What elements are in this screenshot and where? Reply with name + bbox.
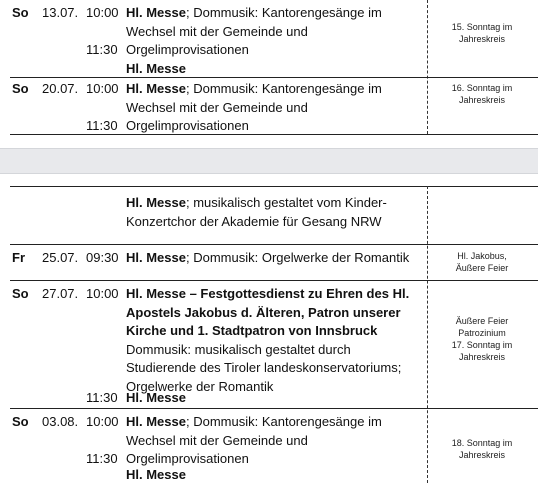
event-day: Fr [12,250,25,265]
liturgical-note-line: 16. Sonntag im [451,83,513,93]
event-time: 10:00 [86,81,119,96]
liturgical-note-line: Patrozinium [458,328,506,338]
event-title: Hl. Messe [126,467,186,482]
event-date: 13.07. [42,5,79,20]
event-time: 11:30 [86,42,118,57]
event-title: Hl. Messe [126,60,186,76]
event-music: ; Dommusik: Kantorengesänge im [185,81,382,96]
event-time: 11:30 [86,390,118,405]
liturgical-note-line: Jahreskreis [458,34,505,44]
column-divider [427,0,428,134]
page-break-gap [0,148,538,174]
event-description-line: Orgelimprovisationen [126,42,249,57]
row-separator [10,280,538,281]
row-separator [10,244,538,245]
event-description-line: Studierende des Tiroler landeskonservatoriums; [126,360,402,375]
liturgical-note-line: 17. Sonntag im [451,340,513,350]
event-date: 03.08. [42,414,79,429]
event-day: So [12,286,29,301]
row-separator [10,134,538,135]
event-time: 10:00 [86,5,119,20]
event-music: ; musikalisch gestaltet vom Kinder- [185,195,387,210]
event-description [126,249,409,268]
liturgical-note-line: Jahreskreis [458,95,505,105]
liturgical-note [432,315,532,363]
event-title: Hl. Messe [126,195,186,210]
event-description-line: Orgelimprovisationen [126,451,249,466]
liturgical-note-line: 15. Sonntag im [451,22,513,32]
event-time: 10:00 [86,286,119,301]
event-description-line: Dommusik: musikalisch gestaltet durch [126,341,351,357]
event-title: Hl. Messe [126,81,186,96]
event-time: 10:00 [86,414,119,429]
row-separator [10,408,538,409]
event-description [126,80,382,99]
event-title-line: Apostels Jakobus d. Älteren, Patron unserer [126,304,401,320]
event-day: So [12,414,29,429]
event-music: ; Dommusik: Kantorengesänge im [185,414,382,429]
row-separator [10,77,538,78]
event-music: ; Dommusik: Kantorengesänge im [185,5,382,20]
event-description-line: Wechsel mit der Gemeinde und [126,432,308,448]
liturgical-note-line: Hl. Jakobus, [457,251,507,261]
event-date: 20.07. [42,81,79,96]
event-description-line: Orgelimprovisationen [126,118,249,133]
event-music: ; Dommusik: Orgelwerke der Romantik [185,250,410,265]
event-description [126,413,382,432]
liturgical-note [432,437,532,461]
event-time: 09:30 [86,250,119,265]
liturgical-note-line: Äußere Feier [455,316,509,326]
event-title: Hl. Messe – Festgottesdienst zu Ehren des Hl. [126,286,410,301]
event-title: Hl. Messe [126,250,186,265]
liturgical-note [432,82,532,106]
event-day: So [12,5,29,20]
liturgical-note [432,21,532,45]
liturgical-note-line: Jahreskreis [458,352,505,362]
event-title: Hl. Messe [126,414,186,429]
event-title: Hl. Messe [126,5,186,20]
event-description [126,4,382,23]
document-page-1 [0,0,538,148]
event-description [126,194,387,213]
event-title: Hl. Messe [126,390,186,405]
event-date: 25.07. [42,250,79,265]
liturgical-note-line: 18. Sonntag im [451,438,513,448]
event-description-line: Wechsel mit der Gemeinde und [126,23,308,39]
column-divider [427,186,428,483]
liturgical-note-line: Äußere Feier [455,263,509,273]
event-description-line: Wechsel mit der Gemeinde und [126,99,308,115]
row-separator [10,186,538,187]
event-description-line: Konzertchor der Akademie für Gesang NRW [126,213,382,229]
document-page-2 [0,174,538,483]
liturgical-note-line: Jahreskreis [458,450,505,460]
event-time: 11:30 [86,451,118,466]
event-title-line: Kirche und 1. Stadtpatron von Innsbruck [126,323,378,338]
liturgical-note [432,250,532,274]
event-time: 11:30 [86,118,118,133]
event-day: So [12,81,29,96]
event-date: 27.07. [42,286,79,301]
event-description-line: Orgelwerke der Romantik [126,378,274,394]
